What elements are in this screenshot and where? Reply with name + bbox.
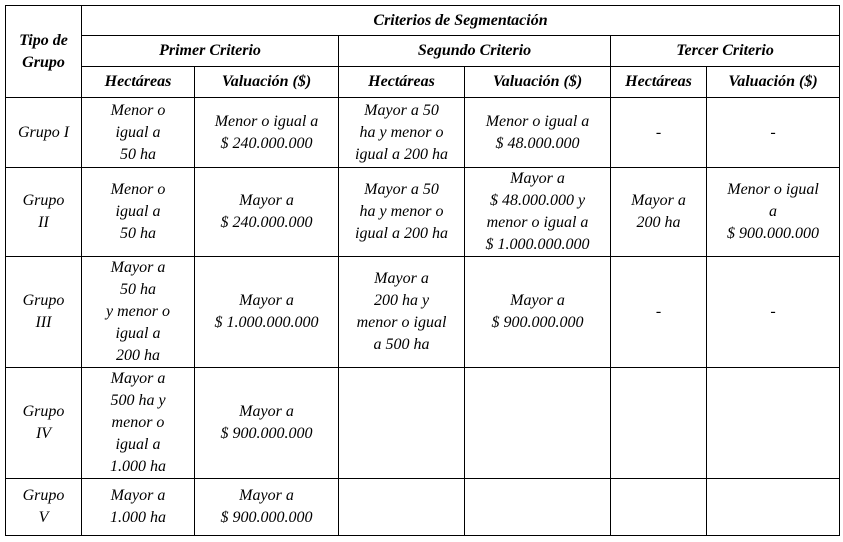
hectareas-header: Hectáreas [339,67,465,98]
c3-hectareas-cell: - [611,98,707,168]
c1-hectareas-cell: Menor o igual a 50 ha [82,168,195,257]
table-row [6,479,840,536]
grupo-cell: Grupo IV [6,368,82,479]
c1-hectareas-cell: Mayor a 50 ha y menor o igual a 200 ha [82,257,195,368]
valuacion-header: Valuación ($) [707,67,840,98]
valuacion-header: Valuación ($) [465,67,611,98]
segundo-criterio-header: Segundo Criterio [339,36,611,67]
hectareas-header: Hectáreas [82,67,195,98]
c2-hectareas-cell: Mayor a 200 ha y menor o igual a 500 ha [339,257,465,368]
c2-valuacion-cell [465,479,611,536]
table-row [6,98,840,168]
c1-hectareas-cell: Mayor a 1.000 ha [82,479,195,536]
c2-hectareas-cell: Mayor a 50 ha y menor o igual a 200 ha [339,168,465,257]
hectareas-header: Hectáreas [611,67,707,98]
c1-valuacion-cell: Mayor a $ 900.000.000 [195,368,339,479]
c1-valuacion-cell: Mayor a $ 1.000.000.000 [195,257,339,368]
c3-hectareas-cell [611,479,707,536]
c3-hectareas-cell: - [611,257,707,368]
c3-valuacion-cell: - [707,98,840,168]
c2-hectareas-cell: Mayor a 50 ha y menor o igual a 200 ha [339,98,465,168]
c3-valuacion-cell: - [707,257,840,368]
c3-hectareas-cell: Mayor a 200 ha [611,168,707,257]
grupo-cell: Grupo II [6,168,82,257]
c3-valuacion-cell: Menor o igual a $ 900.000.000 [707,168,840,257]
table-row [6,257,840,368]
c2-hectareas-cell [339,479,465,536]
c3-hectareas-cell [611,368,707,479]
c2-hectareas-cell [339,368,465,479]
c1-valuacion-cell: Mayor a $ 900.000.000 [195,479,339,536]
c1-valuacion-cell: Menor o igual a $ 240.000.000 [195,98,339,168]
c2-valuacion-cell: Menor o igual a $ 48.000.000 [465,98,611,168]
grupo-cell: Grupo I [6,98,82,168]
table-row [6,168,840,257]
c3-valuacion-cell [707,479,840,536]
c1-hectareas-cell: Mayor a 500 ha y menor o igual a 1.000 ha [82,368,195,479]
c3-valuacion-cell [707,368,840,479]
c2-valuacion-cell: Mayor a $ 900.000.000 [465,257,611,368]
c1-hectareas-cell: Menor o igual a 50 ha [82,98,195,168]
tercer-criterio-header: Tercer Criterio [611,36,840,67]
grupo-cell: Grupo V [6,479,82,536]
table-row [6,368,840,479]
valuacion-header: Valuación ($) [195,67,339,98]
primer-criterio-header: Primer Criterio [82,36,339,67]
segmentation-table [5,5,840,536]
c2-valuacion-cell: Mayor a $ 48.000.000 y menor o igual a $ 1.000.000.000 [465,168,611,257]
criterios-header: Criterios de Segmentación [82,6,840,36]
c2-valuacion-cell [465,368,611,479]
grupo-cell: Grupo III [6,257,82,368]
tipo-grupo-header: Tipo de Grupo [6,6,82,98]
c1-valuacion-cell: Mayor a $ 240.000.000 [195,168,339,257]
